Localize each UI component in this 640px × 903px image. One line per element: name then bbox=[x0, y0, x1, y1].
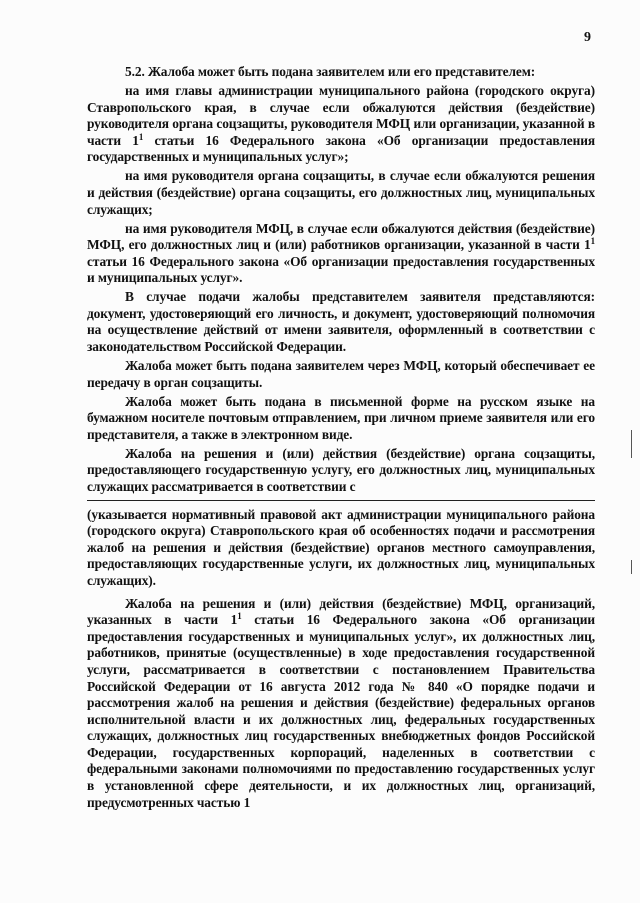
paragraph: на имя руководителя МФЦ, в случае если обжалуются действия (бездействие) МФЦ, его должностных лиц и (или) работников организации, указанной в части $1^1$ статьи 16 Федерального закона «Об организации предоставления государственных и муниципальных услуг». bbox=[87, 220, 595, 286]
scan-edge-mark bbox=[631, 560, 632, 574]
footnote-block bbox=[87, 507, 595, 590]
paragraph: на имя главы администрации муниципального района (городского округа) Ставропольского края, в случае если обжалуются действия (бездействие) руководителя органа соцзащиты, руководителя МФЦ или организации, указанной в части $1^1$ статьи 16 Федерального закона «Об организации предоставления государственных и муниципальных услуг»; bbox=[87, 82, 595, 165]
paragraph: 5.2. Жалоба может быть подана заявителем или его представителем: bbox=[125, 64, 536, 79]
paragraph: Жалоба может быть подана в письменной форме на русском языке на бумажном носителе почтовым отправлением, при личном приеме заявителя или его представителя, а также в электронном виде. bbox=[87, 393, 595, 442]
note-text: (указывается нормативный правовой акт администрации муниципального района (городского округа) Ставропольского края об особенностях подачи и рассмотрения жалоб на решения и действия (бездействие) органов местного самоуправления, предоставляющих государственные услуги, их должностных лиц, муниципальных служащих). bbox=[87, 506, 595, 588]
scan-edge-mark bbox=[631, 430, 632, 458]
page-number: 9 bbox=[584, 30, 591, 45]
superscript: 1 bbox=[138, 131, 144, 142]
superscript: 1 bbox=[590, 236, 595, 247]
paragraph: Жалоба может быть подана заявителем через МФЦ, который обеспечивает ее передачу в орган соцзащиты. bbox=[87, 358, 595, 390]
document-body bbox=[87, 64, 595, 811]
paragraph: Жалоба на решения и (или) действия (бездействие) МФЦ, организаций, указанных в части $1^1$ статьи 16 Федерального закона «Об организации предоставления государственных и муниципальных услуг», их должностных лиц, работников, принятые (осуществленные) в ходе предоставления государственной услуги, рассматривается в соответствии с постановлением Правительства Российской Федерации от 16 августа 2012 года № 840 «О порядке подачи и рассмотрения жалоб на решения и действия (бездействие) федеральных органов исполнительной власти и их должностных лиц, федеральных государственных служащих, должностных лиц государственных внебюджетных фондов Российской Федерации, государственных корпораций, наделенных в соответствии с федеральными законами полномочиями по предоставлению государственных услуг в установленной сфере деятельности, и их должностных лиц, организаций, предусмотренных частью 1 bbox=[87, 595, 595, 810]
superscript: 1 bbox=[237, 611, 242, 622]
fill-in-line bbox=[87, 500, 595, 501]
paragraph: В случае подачи жалобы представителем заявителя представляются: документ, удостоверяющий его личность, и документ, удостоверяющий полномочия на осуществление действий от имени заявителя, оформленный в соответствии с законодательством Российской Федерации. bbox=[87, 289, 595, 355]
paragraph: Жалоба на решения и (или) действия (бездействие) органа соцзащиты, предоставляющего государственную услугу, его должностных лиц, муниципальных служащих рассматривается в соответствии с bbox=[87, 445, 595, 494]
paragraph: на имя руководителя органа соцзащиты, в случае если обжалуются решения и действия (бездействие) органа соцзащиты, его должностных лиц, муниципальных служащих; bbox=[87, 168, 595, 217]
